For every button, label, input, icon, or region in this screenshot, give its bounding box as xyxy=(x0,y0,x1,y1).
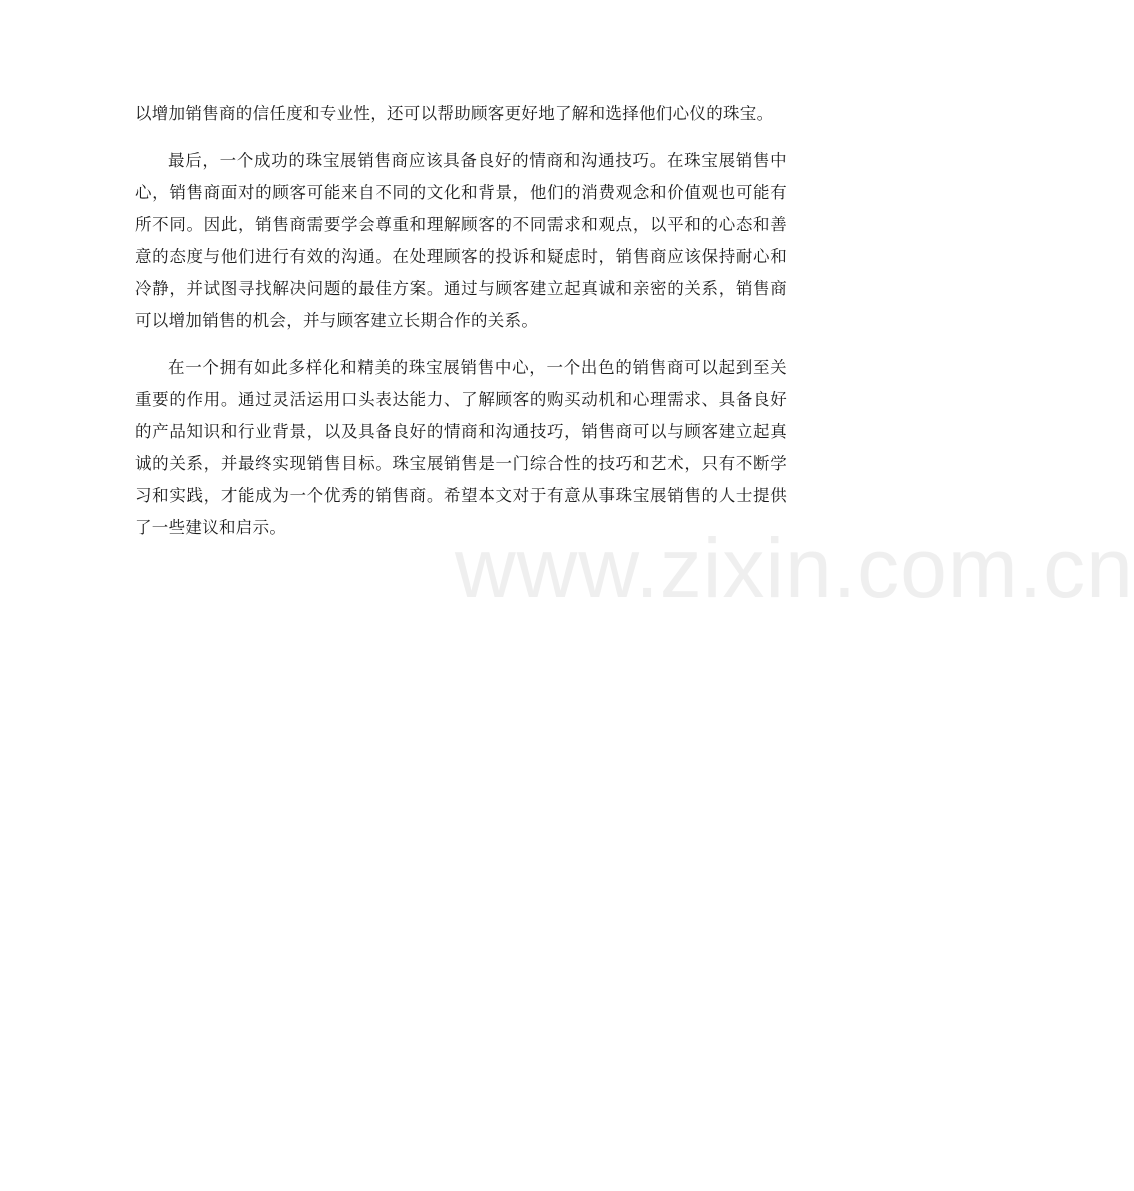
body-text xyxy=(135,98,787,559)
paragraph-conclusion: 在一个拥有如此多样化和精美的珠宝展销售中心，一个出色的销售商可以起到至关重要的作用。通过灵活运用口头表达能力、了解顾客的购买动机和心理需求、具备良好的产品知识和行业背景，以及具备良好的情商和沟通技巧，销售商可以与顾客建立起真诚的关系，并最终实现销售目标。珠宝展销售是一门综合性的技巧和艺术，只有不断学习和实践，才能成为一个优秀的销售商。希望本文对于有意从事珠宝展销售的人士提供了一些建议和启示。 xyxy=(135,358,787,537)
watermark: www.zixin.com.cn xyxy=(455,521,1134,615)
paragraph-continuation: 以增加销售商的信任度和专业性，还可以帮助顾客更好地了解和选择他们心仪的珠宝。 xyxy=(135,104,774,123)
paragraph-communication: 最后，一个成功的珠宝展销售商应该具备良好的情商和沟通技巧。在珠宝展销售中心，销售商面对的顾客可能来自不同的文化和背景，他们的消费观念和价值观也可能有所不同。因此，销售商需要学会尊重和理解顾客的不同需求和观点，以平和的心态和善意的态度与他们进行有效的沟通。在处理顾客的投诉和疑虑时，销售商应该保持耐心和冷静，并试图寻找解决问题的最佳方案。通过与顾客建立起真诚和亲密的关系，销售商可以增加销售的机会，并与顾客建立长期合作的关系。 xyxy=(135,151,787,330)
